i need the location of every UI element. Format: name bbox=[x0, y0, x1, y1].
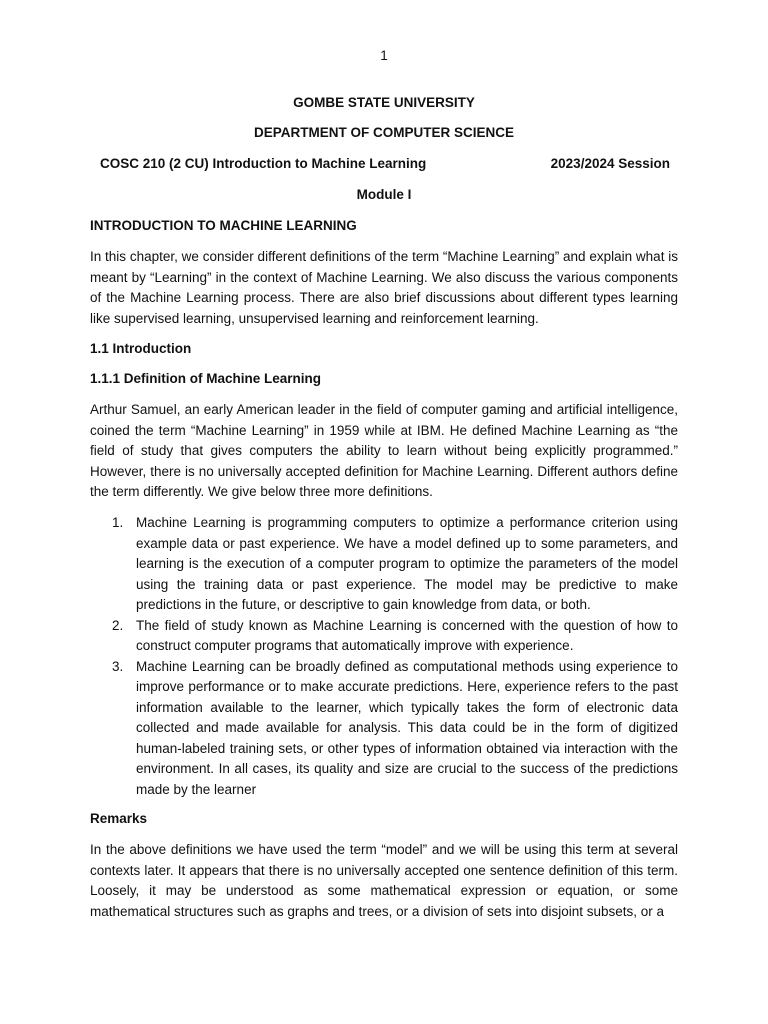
department-name: DEPARTMENT OF COMPUTER SCIENCE bbox=[253, 125, 514, 140]
session-label: 2023/2024 Session bbox=[550, 156, 670, 171]
course-title: COSC 210 (2 CU) Introduction to Machine Learning bbox=[100, 156, 427, 171]
university-name: GOMBE STATE UNIVERSITY bbox=[293, 95, 475, 110]
intro-paragraph: In this chapter, we consider different definitions of the term “Machine Learning” and explain what is meant by “Learning” in the context of Machine Learning. We also discuss the various components of the Machine Learning process. There are also brief discussions about different types learning like supervised learning, unsupervised learning and reinforcement learning. bbox=[90, 249, 678, 326]
remarks-paragraph: In the above definitions we have used the term “model” and we will be using this term at several contexts later. It appears that there is no universally accepted one sentence definition of this term. Loosely, it may be understood as some mathematical expression or equation, or some mathematical structures such as graphs and trees, or a division of sets into disjoint subsets, or a bbox=[90, 842, 678, 919]
list-number: 1. bbox=[112, 515, 124, 530]
definition-paragraph: Arthur Samuel, an early American leader in the field of computer gaming and artificial intelligence, coined the term “Machine Learning” in 1959 while at IBM. He defined Machine Learning as “the field of study that gives computers the ability to learn without being explicitly programmed.” However, there is no universally accepted definition for Machine Learning. Different authors define the term differently. We give below three more definitions. bbox=[90, 402, 678, 499]
list-text: The field of study known as Machine Learning is concerned with the question of how to construct computer programs that automatically improve with experience. bbox=[136, 617, 678, 653]
list-number: 2. bbox=[112, 617, 124, 633]
heading-definition: 1.1.1 Definition of Machine Learning bbox=[90, 371, 322, 386]
module-label: Module I bbox=[356, 187, 412, 202]
list-text: Machine Learning can be broadly defined as computational methods using experience to improve performance or to make accurate predictions. Here, experience refers to the past information available to the learner, which typically takes the form of electronic data collected and made available for analysis. This data could be in the form of digitized human-labeled training sets, or other types of information obtained via interaction with the environment. In all cases, its quality and size are crucial to the success of the predictions made by the learner bbox=[136, 658, 678, 797]
definitions-list bbox=[90, 513, 678, 800]
section-title: INTRODUCTION TO MACHINE LEARNING bbox=[90, 218, 357, 233]
list-item bbox=[90, 657, 678, 801]
list-text: Machine Learning is programming computers to optimize a performance criterion using example data or past experience. We have a model defined up to some parameters, and learning is the execution of a computer program to optimize the parameters of the model using the training data or past experience. The model may be predictive to make predictions in the future, or descriptive to gain knowledge from data, or both. bbox=[136, 515, 678, 612]
heading-introduction: 1.1 Introduction bbox=[90, 341, 192, 356]
page-number: 1 bbox=[380, 48, 388, 63]
course-line bbox=[100, 154, 670, 174]
list-item bbox=[90, 616, 678, 657]
list-number: 3. bbox=[112, 658, 124, 674]
list-item bbox=[90, 513, 678, 616]
remarks-heading: Remarks bbox=[90, 811, 148, 826]
